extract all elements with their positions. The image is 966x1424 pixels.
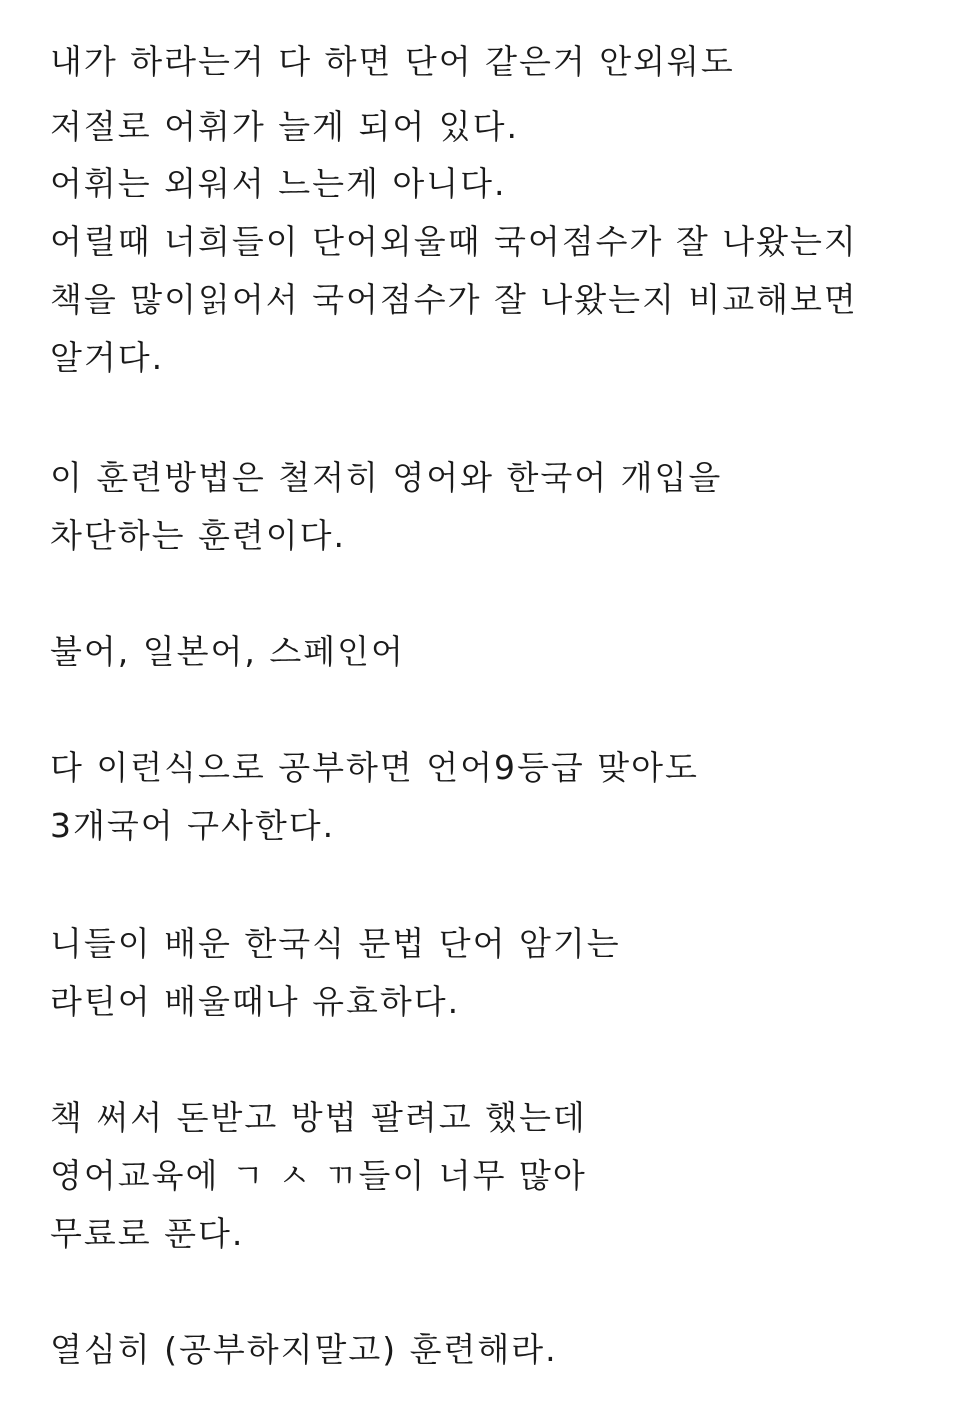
- text-line: 불어, 일본어, 스페인어: [50, 632, 405, 671]
- text-line: 차단하는 훈련이다.: [50, 516, 347, 555]
- text-line: 니들이 배운 한국식 문법 단어 암기는: [50, 924, 621, 963]
- text-line: 3개국어 구사한다.: [50, 806, 336, 845]
- text-line: 무료로 푼다.: [50, 1214, 245, 1253]
- text-line: 열심히 (공부하지말고) 훈련해라.: [50, 1330, 558, 1369]
- text-line: 라틴어 배울때나 유효하다.: [50, 982, 461, 1021]
- text-line: 어휘는 외워서 느는게 아니다.: [50, 164, 507, 203]
- text-line: 알거다.: [50, 338, 165, 377]
- text-line: 영어교육에 ㄱ ㅅ ㄲ들이 너무 많아: [50, 1156, 587, 1195]
- text-line: 이 훈련방법은 철저히 영어와 한국어 개입을: [50, 458, 723, 497]
- text-line: 다 이런식으로 공부하면 언어9등급 맞아도: [50, 748, 699, 787]
- text-line: 저절로 어휘가 늘게 되어 있다.: [50, 107, 519, 146]
- text-line: 내가 하라는거 다 하면 단어 같은거 안외워도: [50, 42, 735, 81]
- text-line: 책 써서 돈받고 방법 팔려고 했는데: [50, 1098, 587, 1137]
- text-line: 어릴때 너희들이 단어외울때 국어점수가 잘 나왔는지: [50, 222, 858, 261]
- text-line: 책을 많이읽어서 국어점수가 잘 나왔는지 비교해보면: [50, 280, 858, 319]
